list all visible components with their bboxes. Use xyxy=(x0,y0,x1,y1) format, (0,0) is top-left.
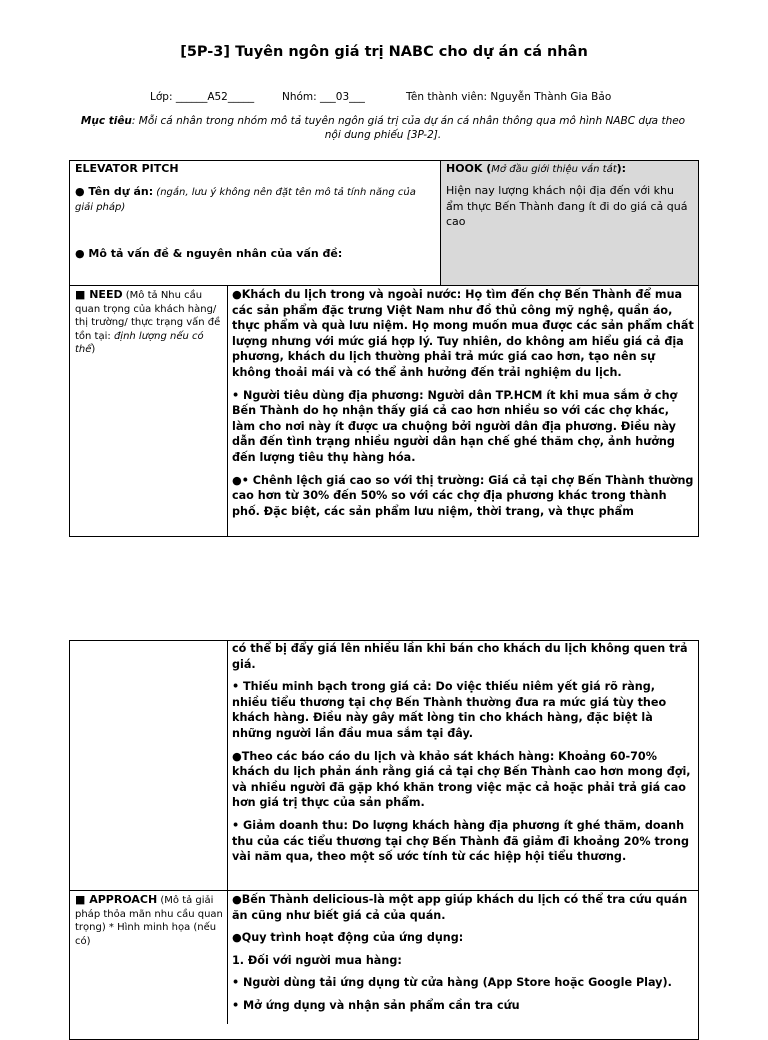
divider xyxy=(69,285,699,286)
need-hint: (Mô tả Nhu cầu quan trọng của khách hàng/ thị trường/ thực trạng vấn đề tồn tại: xyxy=(75,290,221,342)
need-title: ■ NEED xyxy=(75,288,123,301)
hook-heading xyxy=(446,161,626,176)
approach-content xyxy=(232,892,694,1024)
divider xyxy=(227,640,228,1024)
divider xyxy=(227,285,228,537)
need-content xyxy=(232,287,694,536)
member-field: Tên thành viên: Nguyễn Thành Gia Bảo xyxy=(406,91,612,103)
approach-paragraph: • Mở ứng dụng và nhận sản phẩm cần tra cứu xyxy=(232,998,520,1012)
page-title: [5P-3] Tuyên ngôn giá trị NABC cho dự án cá nhân xyxy=(180,44,588,60)
hook-label-end: ): xyxy=(616,162,627,175)
approach-paragraph: 1. Đối với người mua hàng: xyxy=(232,953,402,967)
need-paragraph: ●Khách du lịch trong và ngoài nước: Họ tìm đến chợ Bến Thành để mua các sản phẩm đặc trưng Việt Nam như đồ thủ công mỹ nghệ, quần áo, thực phẩm và quà lưu niệm. Họ mong muốn mua được các sản phẩm chất lượng nhưng với mức giá hợp lý. Tuy nhiên, do không am hiểu giá cả địa phương, khách du lịch thường phải trả mức giá cao hơn, tạo nên sự không thoải mái và có thể ảnh hưởng đến trải nghiệm du lịch. xyxy=(232,288,694,379)
need-paragraph: • Giảm doanh thu: Do lượng khách hàng địa phương ít ghé thăm, doanh thu của các tiểu thương tại chợ Bến Thành đã giảm đi khoảng 20% trong vài năm qua, theo một số ước tính từ các hiệp hội tiểu thương. xyxy=(232,818,689,864)
goal-body: : Mỗi cá nhân trong nhóm mô tả tuyên ngôn giá trị của dự án cá nhân thông qua mô hình NABC dựa theo nội dung phiếu [3P-2]. xyxy=(131,115,686,141)
project-hint: (ngắn, lưu ý không nên đặt tên mô tả tính năng của giải pháp) xyxy=(75,187,416,213)
approach-label xyxy=(75,893,223,948)
divider xyxy=(440,160,441,286)
class-field: Lớp: ______A52_____ xyxy=(150,91,255,103)
need-hint-italic: định lượng nếu có thể xyxy=(75,330,204,355)
need-hint-end: ) xyxy=(91,344,96,355)
group-field: Nhóm: ___03___ xyxy=(282,91,365,103)
approach-paragraph: ●Bến Thành delicious-là một app giúp khách du lịch có thể tra cứu quán ăn cũng như biết giá cả của quán. xyxy=(232,893,688,922)
need-paragraph: ●• Chênh lệch giá cao so với thị trường: Giá cả tại chợ Bến Thành thường cao hơn từ 30% đến 50% so với các chợ địa phương khác trong thành phố. Đặc biệt, các sản phẩm lưu niệm, thời trang, và thực phẩm xyxy=(232,473,694,518)
need-content-continued xyxy=(232,641,694,872)
need-paragraph: ●Theo các báo cáo du lịch và khảo sát khách hàng: Khoảng 60-70% khách du lịch phản ánh rằng giá cả tại chợ Bến Thành cao hơn mong đợi, và nhiều người đã gặp khó khăn trong việc mặc cả hoặc phải trả giá cao hơn giá trị thực của sản phẩm. xyxy=(232,749,691,810)
hook-label: HOOK ( xyxy=(446,162,492,175)
need-label xyxy=(75,288,223,357)
elevator-heading: ELEVATOR PITCH xyxy=(75,162,179,175)
approach-paragraph: • Người dùng tải ứng dụng từ cửa hàng (App Store hoặc Google Play). xyxy=(232,976,672,990)
goal-label: Mục tiêu xyxy=(80,115,132,127)
need-paragraph: • Người tiêu dùng địa phương: Người dân TP.HCM ít khi mua sắm ở chợ Bến Thành do họ nhận thấy giá cả cao hơn nhiều so với các chợ khác, làm cho nơi này ít được ưa chuộng bởi người dân địa phương. Điều này dẫn đến tình trạng nhiều người dân hạn chế ghé thăm chợ, ảnh hưởng đến lượng tiêu thụ hàng hóa. xyxy=(232,388,678,464)
approach-paragraph: ●Quy trình hoạt động của ứng dụng: xyxy=(232,931,464,945)
goal-text xyxy=(72,114,694,142)
hook-hint: Mở đầu giới thiệu vắn tắt xyxy=(491,164,617,175)
need-paragraph: • Thiếu minh bạch trong giá cả: Do việc thiếu niêm yết giá rõ ràng, nhiều tiểu thương tại chợ Bến Thành thường đưa ra mức giá tùy theo khách hàng. Điều này gây mất lòng tin cho khách hàng, đặc biệt là những người lần đầu mua sắm tại đây. xyxy=(232,680,667,740)
approach-title: ■ APPROACH xyxy=(75,893,158,906)
need-paragraph: có thể bị đẩy giá lên nhiều lần khi bán cho khách du lịch không quen trả giá. xyxy=(232,642,688,671)
approach-hint: (Mô tả giải pháp thỏa mãn nhu cầu quan trọng) * Hình minh họa (nếu có) xyxy=(75,895,223,947)
hook-text: Hiện nay lượng khách nội địa đến với khu ẩm thực Bến Thành đang ít đi do giá cả quá cao xyxy=(446,184,688,228)
problem-label: ● Mô tả vấn đề & nguyên nhân của vấn đề: xyxy=(75,247,343,260)
project-name-label xyxy=(75,184,435,214)
project-label: ● Tên dự án: xyxy=(75,185,154,198)
divider xyxy=(69,890,699,891)
